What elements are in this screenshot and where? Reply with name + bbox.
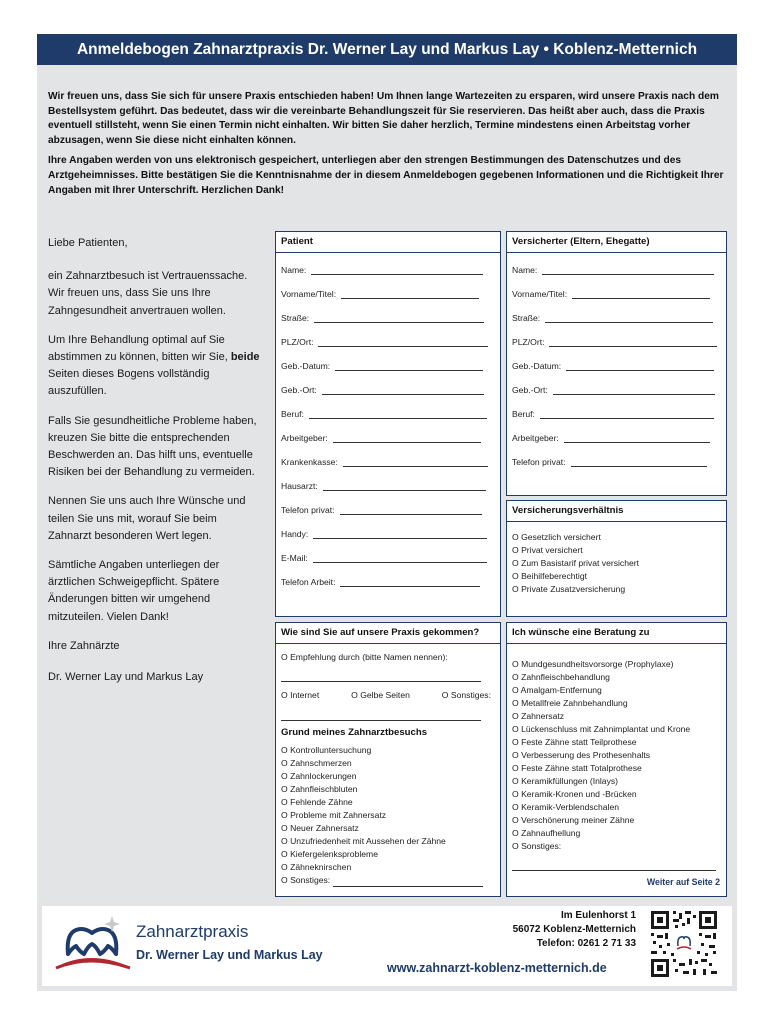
beratung-option[interactable]: O Keramik-Verblendschalen <box>512 802 619 812</box>
grund-option[interactable]: O Zahnschmerzen <box>281 758 352 768</box>
address-city: 56072 Koblenz-Metternich <box>512 924 636 935</box>
form-page <box>37 34 737 991</box>
versicherung-option[interactable]: O Privat versichert <box>512 545 583 555</box>
grund-option[interactable]: O Fehlende Zähne <box>281 797 353 807</box>
versicherung-option[interactable]: O Beihilfeberechtigt <box>512 571 587 581</box>
versicherter-beruf-field[interactable]: Beruf: <box>512 409 714 419</box>
practice-address <box>513 909 636 951</box>
versicherung-option[interactable]: O Private Zusatzversicherung <box>512 584 626 594</box>
qr-code-icon <box>649 909 719 979</box>
patient-letter <box>48 235 263 698</box>
grund-option[interactable]: O Unzufriedenheit mit Aussehen der Zähne <box>281 836 446 846</box>
empfehlung-option[interactable]: O Empfehlung durch (bitte Namen nennen): <box>281 652 448 662</box>
versicherter-vorname-field[interactable]: Vorname/Titel: <box>512 289 710 299</box>
versicherter-telefon-privat-field[interactable]: Telefon privat: <box>512 457 707 467</box>
patient-beruf-field[interactable]: Beruf: <box>281 409 487 419</box>
beratung-option[interactable]: O Mundgesundheitsvorsorge (Prophylaxe) <box>512 659 674 669</box>
beratung-option[interactable]: O Keramikfüllungen (Inlays) <box>512 776 619 786</box>
patient-telefon-arbeit-field[interactable]: Telefon Arbeit: <box>281 577 480 587</box>
grund-option[interactable]: O Probleme mit Zahnersatz <box>281 810 387 820</box>
letter-p2-end: Seiten dieses Bogens vollständig auszufüllen. <box>48 368 210 398</box>
beratung-option[interactable]: O Metallfreie Zahnbehandlung <box>512 698 628 708</box>
intro-text <box>48 90 728 204</box>
grund-title: Grund meines Zahnarztbesuchs <box>281 727 428 738</box>
beratung-option[interactable]: O Verbesserung des Prothesenhalts <box>512 750 651 760</box>
praxis-referral-title: Wie sind Sie auf unsere Praxis gekommen? <box>281 627 480 638</box>
patient-hausarzt-field[interactable]: Hausarzt: <box>281 481 486 491</box>
beratung-option[interactable]: O Feste Zähne statt Totalprothese <box>512 763 642 773</box>
beratung-option[interactable]: O Lückenschluss mit Zahnimplantat und Krone <box>512 724 691 734</box>
letter-paragraph-3: Falls Sie gesundheitliche Probleme haben, kreuzen Sie bitte die entsprechenden Beschwerden an. Das hilft uns, eventuelle Risiken bei der Behandlung zu vermeiden. <box>48 414 257 479</box>
patient-vorname-field[interactable]: Vorname/Titel: <box>281 289 479 299</box>
beratung-sonstiges-field[interactable] <box>512 861 716 871</box>
intro-paragraph-1: Wir freuen uns, dass Sie sich für unsere Praxis entschieden haben! Um Ihnen lange Wartezeiten zu ersparen, wird unsere Praxis nach dem Bestellsystem geführt. Das bedeutet, dass wir die vereinbarte Behandlungszeit für Sie reservieren. Das heißt aber auch, dass die Praxis eventuell stillsteht, wenn Sie einen Termin nicht einhalten. Wir bitten Sie daher herzlich, Termine mindestens einen Arbeitstag vorher abzusagen, wenn Sie diese nicht einhalten können. <box>48 91 719 146</box>
versicherung-option[interactable]: O Zum Basistarif privat versichert <box>512 558 640 568</box>
versicherter-name-field[interactable]: Name: <box>512 265 714 275</box>
beratung-box <box>506 622 727 897</box>
beratung-option[interactable]: O Verschönerung meiner Zähne <box>512 815 635 825</box>
versicherter-geb-datum-field[interactable]: Geb.-Datum: <box>512 361 714 371</box>
beratung-option[interactable]: O Zahnfleischbehandlung <box>512 672 610 682</box>
referral-sonstiges-field[interactable] <box>281 711 481 721</box>
versicherung-options <box>512 531 639 596</box>
grund-options <box>281 744 483 887</box>
letter-paragraph-4: Nennen Sie uns auch Ihre Wünsche und teilen Sie uns mit, worauf Sie beim Zahnarzt besonderen Wert legen. <box>48 495 246 542</box>
patient-name-field[interactable]: Name: <box>281 265 483 275</box>
patient-telefon-privat-field[interactable]: Telefon privat: <box>281 505 482 515</box>
versicherung-box <box>506 500 727 617</box>
brand-doctors: Dr. Werner Lay und Markus Lay <box>136 948 323 962</box>
patient-box <box>275 231 501 617</box>
footer <box>42 906 732 986</box>
versicherter-arbeitgeber-field[interactable]: Arbeitgeber: <box>512 433 710 443</box>
beratung-option[interactable]: O Sonstiges: <box>512 841 562 851</box>
praxis-referral-box <box>275 622 501 897</box>
patient-box-title: Patient <box>281 236 313 247</box>
grund-option[interactable]: O Kiefergelenksprobleme <box>281 849 378 859</box>
grund-option[interactable]: O Neuer Zahnersatz <box>281 823 359 833</box>
website-link[interactable]: www.zahnarzt-koblenz-metternich.de <box>387 961 607 975</box>
letter-paragraph-1: ein Zahnarztbesuch ist Vertrauenssache. Wir freuen uns, dass Sie uns Ihre Zahngesundheit anvertrauen wollen. <box>48 270 248 317</box>
referral-sonstiges-option[interactable]: O Sonstiges: <box>441 690 491 700</box>
patient-handy-field[interactable]: Handy: <box>281 529 487 539</box>
letter-p2-bold: beide <box>230 351 260 364</box>
patient-email-field[interactable]: E-Mail: <box>281 553 487 563</box>
versicherter-box-title: Versicherter (Eltern, Ehegatte) <box>512 236 650 247</box>
beratung-option[interactable]: O Zahnaufhellung <box>512 828 581 838</box>
next-page-note: Weiter auf Seite 2 <box>646 877 720 887</box>
grund-option[interactable]: O Zahnfleischbluten <box>281 784 358 794</box>
patient-geb-ort-field[interactable]: Geb.-Ort: <box>281 385 484 395</box>
beratung-option[interactable]: O Amalgam-Entfernung <box>512 685 602 695</box>
address-phone: Telefon: 0261 2 71 33 <box>536 938 636 949</box>
address-street: Im Eulenhorst 1 <box>560 910 636 921</box>
patient-plz-ort-field[interactable]: PLZ/Ort: <box>281 337 488 347</box>
referral-options-row <box>281 690 491 700</box>
patient-krankenkasse-field[interactable]: Krankenkasse: <box>281 457 488 467</box>
letter-greeting: Liebe Patienten, <box>48 237 128 249</box>
internet-option[interactable]: O Internet <box>281 690 320 700</box>
beratung-options <box>512 658 690 853</box>
grund-option[interactable]: O Zähneknirschen <box>281 862 352 872</box>
empfehlung-name-field[interactable] <box>281 672 481 682</box>
versicherung-option[interactable]: O Gesetzlich versichert <box>512 532 601 542</box>
letter-closing: Ihre Zahnärzte <box>48 639 120 652</box>
grund-sonstiges-option[interactable]: O Sonstiges: <box>281 874 483 887</box>
brand-name: Zahnarztpraxis <box>136 922 249 941</box>
versicherter-box <box>506 231 727 496</box>
letter-p2-start: Um Ihre Behandlung optimal auf Sie abstimmen zu können, bitten wir Sie, <box>48 333 231 364</box>
beratung-option[interactable]: O Keramik-Kronen und -Brücken <box>512 789 637 799</box>
versicherung-box-title: Versicherungsverhältnis <box>512 505 624 516</box>
letter-paragraph-5: Sämtliche Angaben unterliegen der ärztlichen Schweigepflicht. Spätere Änderungen bitten wir umgehend mitzuteilen. Vielen Dank! <box>48 559 220 623</box>
beratung-option[interactable]: O Zahnersatz <box>512 711 565 721</box>
beratung-option[interactable]: O Feste Zähne statt Teilprothese <box>512 737 637 747</box>
versicherter-strasse-field[interactable]: Straße: <box>512 313 713 323</box>
versicherter-plz-ort-field[interactable]: PLZ/Ort: <box>512 337 717 347</box>
tooth-logo-icon <box>50 906 134 976</box>
beratung-box-title: Ich wünsche eine Beratung zu <box>512 627 650 638</box>
patient-geb-datum-field[interactable]: Geb.-Datum: <box>281 361 483 371</box>
intro-paragraph-2: Ihre Angaben werden von uns elektronisch gespeichert, unterliegen aber den strengen Bestimmungen des Datenschutzes und des Arztgeheimnisses. Bitte bestätigen Sie die Kenntnisnahme der in diesem Anmeldebogen gegebenen Informationen und die Richtigkeit Ihrer Angaben mit Ihrer Unterschrift. Herzlichen Dank! <box>48 155 724 196</box>
versicherter-geb-ort-field[interactable]: Geb.-Ort: <box>512 385 715 395</box>
patient-arbeitgeber-field[interactable]: Arbeitgeber: <box>281 433 481 443</box>
form-header: Anmeldebogen Zahnarztpraxis Dr. Werner Lay und Markus Lay • Koblenz-Metternich <box>37 34 737 65</box>
grund-option[interactable]: O Zahnlockerungen <box>281 771 357 781</box>
patient-strasse-field[interactable]: Straße: <box>281 313 484 323</box>
letter-signature: Dr. Werner Lay und Markus Lay <box>48 671 204 684</box>
gelbe-seiten-option[interactable]: O Gelbe Seiten <box>351 690 410 700</box>
grund-option[interactable]: O Kontrolluntersuchung <box>281 745 372 755</box>
letter-paragraph-2 <box>48 332 263 401</box>
